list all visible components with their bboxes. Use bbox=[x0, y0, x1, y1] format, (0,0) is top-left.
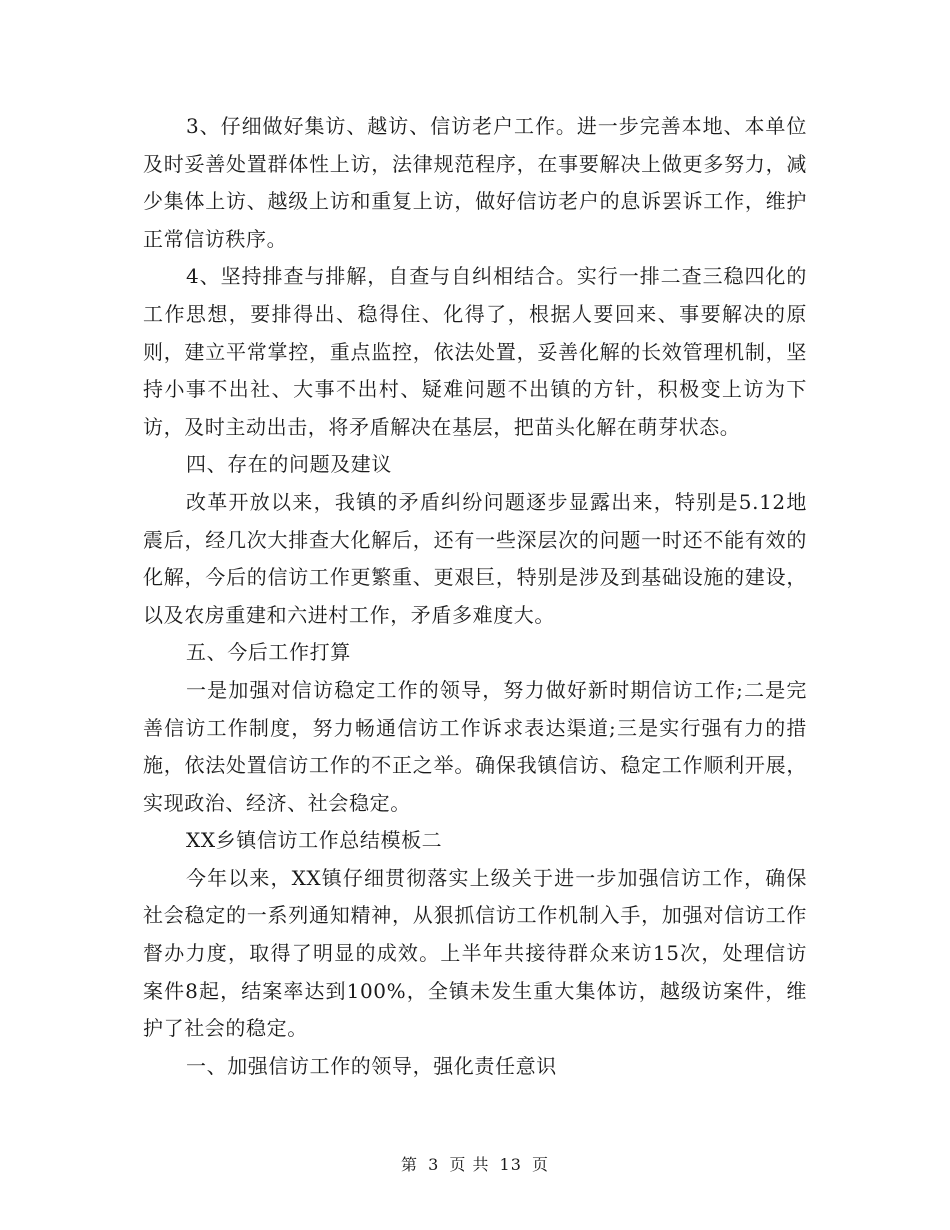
footer-suffix: 页 bbox=[532, 1155, 550, 1174]
paragraph-plans: 一是加强对信访稳定工作的领导，努力做好新时期信访工作;二是完善信访工作制度，努力畅通信访工作诉求表达渠道;三是实行强有力的措施，依法处置信访工作的不正之举。确保我镇信访、稳定工作顺利开展，实现政治、经济、社会稳定。 bbox=[143, 677, 807, 815]
paragraph-item-4: 4、坚持排查与排解，自查与自纠相结合。实行一排二查三稳四化的工作思想，要排得出、稳得住、化得了，根据人要回来、事要解决的原则，建立平常掌控，重点监控，依法处置，妥善化解的长效管理机制，坚持小事不出社、大事不出村、疑难问题不出镇的方针，积极变上访为下访，及时主动出击，将矛盾解决在基层，把苗头化解在萌芽状态。 bbox=[143, 264, 807, 439]
footer-middle: 页 共 bbox=[449, 1155, 490, 1174]
template-two-title: XX乡镇信访工作总结模板二 bbox=[186, 828, 443, 853]
footer-prefix: 第 bbox=[400, 1155, 418, 1174]
paragraph-template-two-intro: 今年以来，XX镇仔细贯彻落实上级关于进一步加强信访工作，确保社会稳定的一系列通知精神，从狠抓信访工作机制入手，加强对信访工作督办力度，取得了明显的成效。上半年共接待群众来访15次，处理信访案件8起，结案率达到100%，全镇未发生重大集体访，越级访案件，维护了社会的稳定。 bbox=[143, 865, 807, 1041]
document-body bbox=[143, 108, 807, 1085]
paragraph-item-3: 3、仔细做好集访、越访、信访老户工作。进一步完善本地、本单位及时妥善处置群体性上访，法律规范程序，在事要解决上做更多努力，减少集体上访、越级上访和重复上访，做好信访老户的息诉罢诉工作，维护正常信访秩序。 bbox=[143, 114, 807, 251]
section-heading-plans: 五、今后工作打算 bbox=[186, 640, 351, 665]
footer-total-pages: 13 bbox=[499, 1155, 522, 1174]
footer-page-number: 3 bbox=[428, 1155, 440, 1174]
paragraph-problems: 改革开放以来，我镇的矛盾纠纷问题逐步显露出来，特别是5.12地震后，经几次大排查大化解后，还有一些深层次的问题一时还不能有效的化解，今后的信访工作更繁重、更艰巨，特别是涉及到基础设施的建设，以及农房重建和六进村工作，矛盾多难度大。 bbox=[143, 489, 807, 627]
section-heading-problems: 四、存在的问题及建议 bbox=[186, 452, 392, 477]
section-heading-leadership: 一、加强信访工作的领导，强化责任意识 bbox=[186, 1053, 557, 1078]
page-footer bbox=[0, 1152, 950, 1175]
